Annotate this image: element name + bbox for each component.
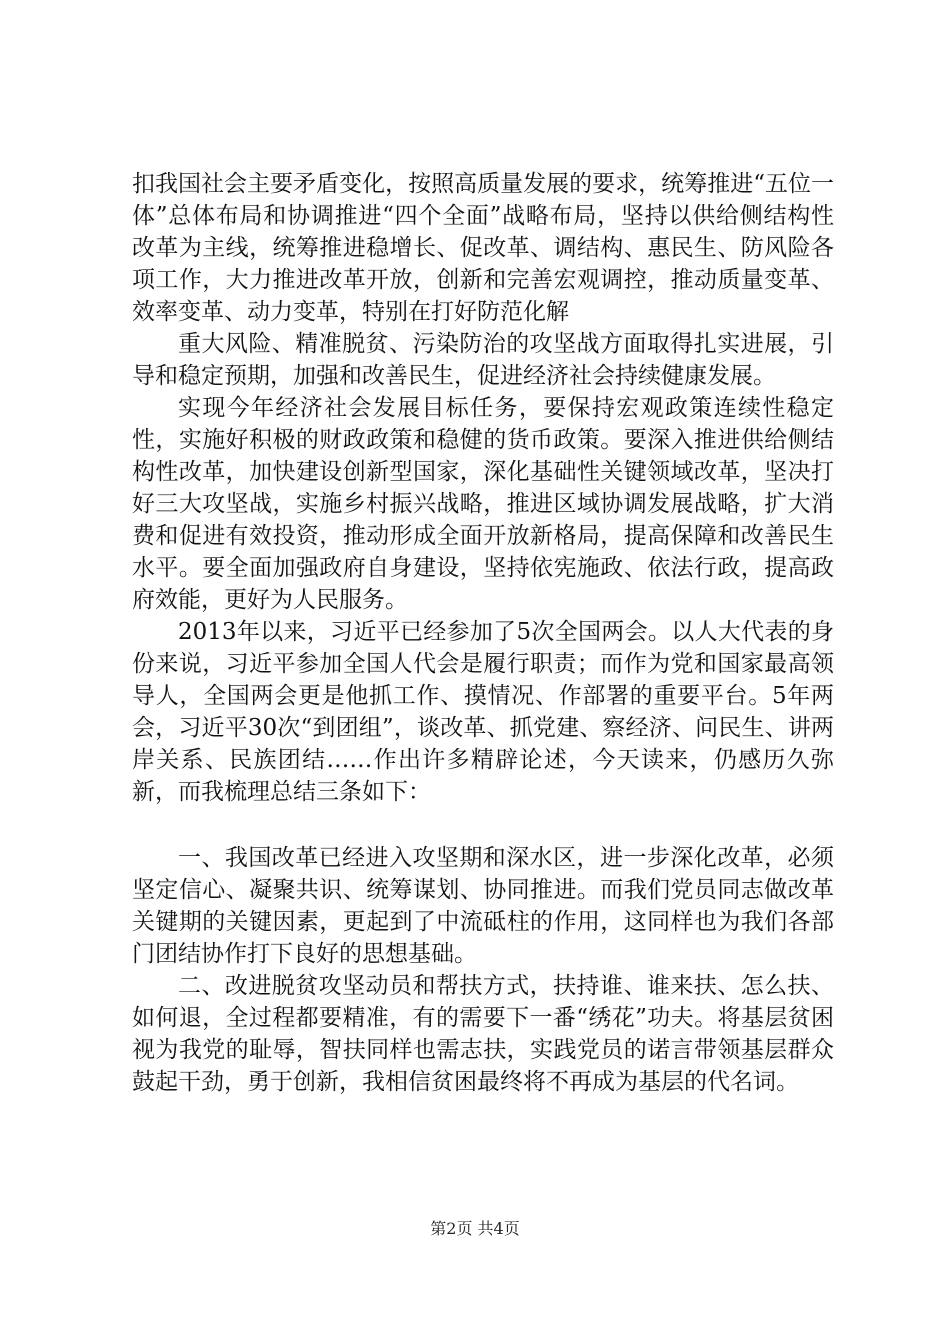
paragraph-point-one: 一、我国改革已经进入攻坚期和深水区，进一步深化改革，必须坚定信心、凝聚共识、统筹谋划、协同推进。而我们党员同志做改革关键期的关键因素，更起到了中流砥柱的作用，这同样也为我们各部门团结协作打下良好的思想基础。 <box>132 845 834 967</box>
paragraph: 2013年以来，习近平已经参加了5次全国两会。以人大代表的身份来说，习近平参加全国人代会是履行职责；而作为党和国家最高领导人，全国两会更是他抓工作、摸情况、作部署的重要平台。5年两会，习近平30次“到团组”，谈改革、抓党建、察经济、问民生、讲两岸关系、民族团结……作出许多精辟论述，今天读来，仍感历久弥新，而我梳理总结三条如下： <box>132 619 834 805</box>
document-body <box>132 168 834 1098</box>
paragraph: 实现今年经济社会发展目标任务，要保持宏观政策连续性稳定性，实施好积极的财政政策和稳健的货币政策。要深入推进供给侧结构性改革，加快建设创新型国家，深化基础性关键领域改革，坚决打好三大攻坚战，实施乡村振兴战略，推进区域协调发展战略，扩大消费和促进有效投资，推动形成全面开放新格局，提高保障和改善民生水平。要全面加强政府自身建设，坚持依宪施政、依法行政，提高政府效能，更好为人民服务。 <box>132 395 834 613</box>
page-footer: 第2页 共4页 <box>430 1219 520 1238</box>
paragraph: 重大风险、精准脱贫、污染防治的攻坚战方面取得扎实进展，引导和稳定预期，加强和改善民生，促进经济社会持续健康发展。 <box>132 331 834 389</box>
paragraph-continuation: 扣我国社会主要矛盾变化，按照高质量发展的要求，统筹推进“五位一体”总体布局和协调推进“四个全面”战略布局，坚持以供给侧结构性改革为主线，统筹推进稳增长、促改革、调结构、惠民生、防风险各项工作，大力推进改革开放，创新和完善宏观调控，推动质量变革、效率变革、动力变革，特别在打好防范化解 <box>132 171 834 325</box>
paragraph-point-two: 二、改进脱贫攻坚动员和帮扶方式，扶持谁、谁来扶、怎么扶、如何退，全过程都要精准，有的需要下一番“绣花”功夫。将基层贫困视为我党的耻辱，智扶同样也需志扶，实践党员的诺言带领基层群众鼓起干劲，勇于创新，我相信贫困最终将不再成为基层的代名词。 <box>132 973 834 1095</box>
